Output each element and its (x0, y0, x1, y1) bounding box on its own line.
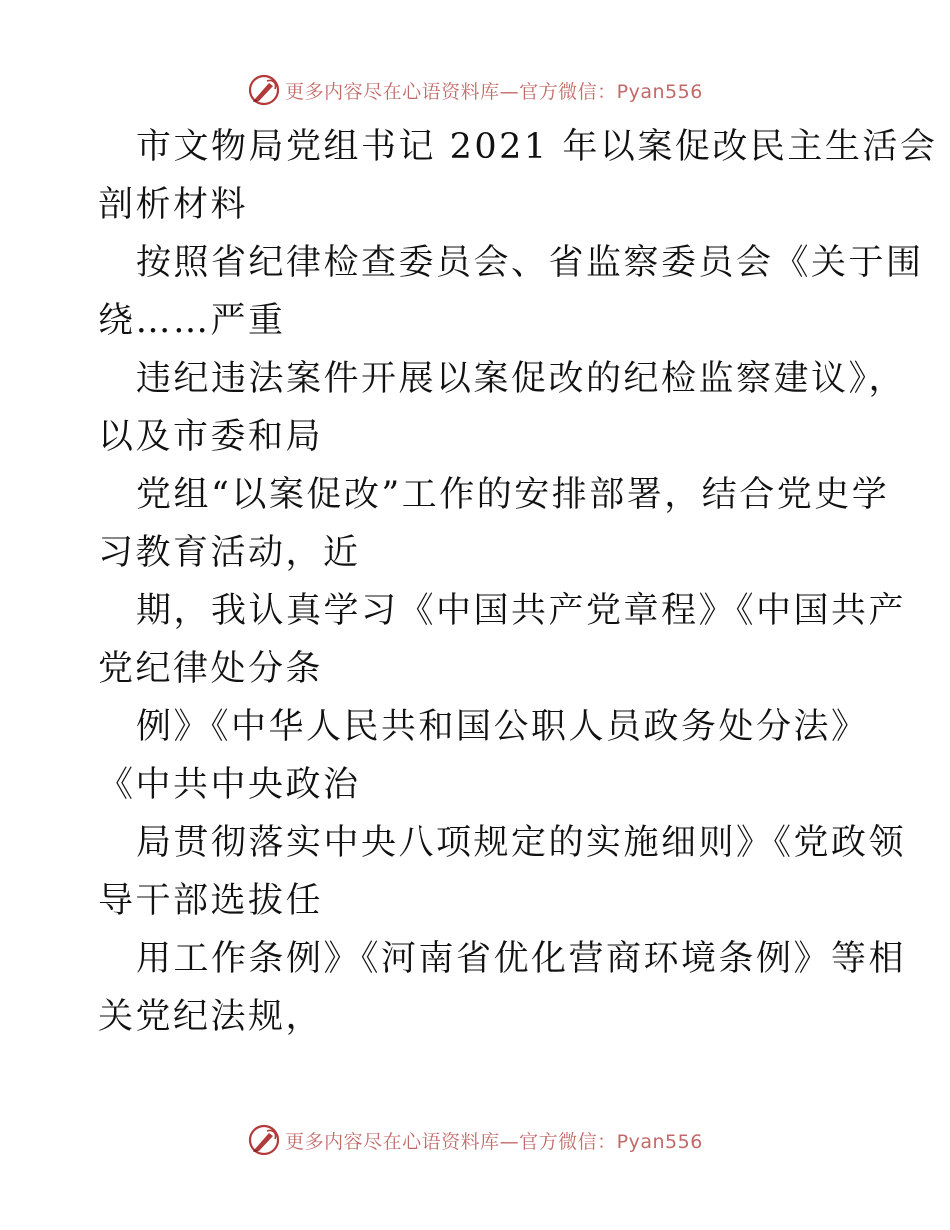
document-line: 党纪律处分条 (98, 649, 324, 689)
document-line: 期，我认真学习《中国共产党章程》《中国共产 (136, 591, 907, 631)
watermark-contact: 官方微信：Pyan556 (519, 80, 703, 103)
document-line: 习教育活动，近 (98, 533, 361, 573)
footer-watermark (0, 1120, 950, 1160)
document-line: 导干部选拔任 (98, 881, 324, 921)
watermark-contact: 官方微信：Pyan556 (519, 1130, 703, 1153)
document-line: 按照省纪律检查委员会、省监察委员会《关于围 (136, 243, 924, 283)
watermark-separator: — (499, 80, 520, 103)
watermark-site-name: 更多内容尽在心语资料库 (285, 80, 500, 103)
watermark-site-name: 更多内容尽在心语资料库 (285, 1130, 500, 1153)
document-line: 以及市委和局 (98, 417, 324, 457)
header-watermark (0, 70, 950, 110)
pen-logo-icon (247, 1123, 281, 1157)
document-line: 市文物局党组书记 2021 年以案促改民主生活会 (136, 127, 938, 167)
document-line: 违纪违法案件开展以案促改的纪检监察建议》， (136, 359, 907, 399)
document-line: 局贯彻落实中央八项规定的实施细则》《党政领 (136, 823, 907, 863)
document-body (98, 118, 938, 1046)
watermark-text (285, 1127, 703, 1154)
pen-logo-icon (247, 73, 281, 107)
document-line: 剖析材料 (98, 185, 249, 225)
document-line: 例》《中华人民共和国公职人员政务处分法》 (136, 707, 869, 747)
watermark-text (285, 77, 703, 104)
document-line: 关党纪法规， (98, 997, 324, 1037)
document-line: 绕……严重 (98, 301, 286, 341)
document-line: 用工作条例》《河南省优化营商环境条例》等相 (136, 939, 907, 979)
document-line: 《中共中央政治 (98, 765, 361, 805)
watermark-separator: — (499, 1130, 520, 1153)
document-line: 党组“以案促改”工作的安排部署，结合党史学 (136, 475, 890, 515)
